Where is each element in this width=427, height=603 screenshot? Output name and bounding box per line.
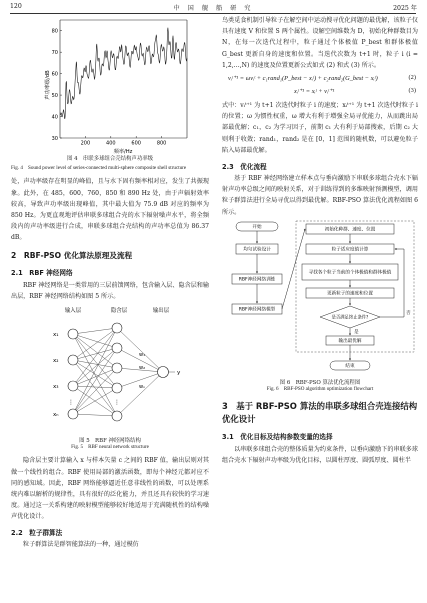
paragraph-resonance: 处，声功率级存在明显的峰值，且与水下固有频率相对应，发生了共振现象。此外，在 485，600，760，850 和 890 Hz 处，由于声辐射效率较高，导致声功率级出现峰值，其中最大值为 75.9 dB 对应的频率为 850 Hz。为更直观地评估串联多球组合壳的水下辐射噪声水平，将全频段内的声功率级进行合成，串联多球组合壳结构的声功率总值为 86.37 dB。 (11, 178, 209, 242)
section-2-2-heading: 2.2 粒子群算法 (11, 528, 63, 537)
update-box-label: 更新粒子的速度和位置 (327, 291, 373, 297)
input-x2: x₂ (53, 358, 59, 365)
hidden-node (112, 363, 122, 373)
sound-power-line (61, 28, 187, 119)
y-tick-label: 30 (51, 135, 58, 142)
x-ticks (81, 136, 167, 147)
y-ticks (52, 29, 62, 142)
input-xn: xₙ (53, 412, 59, 419)
equation-3-number: (3) (408, 87, 416, 95)
rbf-network-diagram (11, 304, 209, 436)
input-node (68, 355, 78, 365)
figure-4 (11, 15, 209, 154)
left-column (11, 15, 209, 550)
figure-4-caption-cn: 图 4 串联多球组合壳结构声功率级 (66, 156, 153, 162)
page-number: 120 (10, 3, 22, 10)
year: 2025 年 (393, 5, 417, 12)
find-extremum-box-label: 寻找各个粒子当前的个体极值和群体极值 (308, 270, 392, 276)
y-tick-label: 40 (51, 114, 58, 121)
equation-2 (222, 74, 418, 85)
equation-2-body: vᵢᵗ⁺¹ = ωvᵢᵗ + c₁rand₁(P_best − xᵢᵗ) + c₂rand₂(G_best − xᵢᵗ) (228, 75, 378, 83)
right-column (222, 15, 418, 467)
output-y: y (177, 370, 181, 377)
network-nodes (68, 323, 169, 421)
hidden-node (112, 411, 122, 421)
y-tick-label: 60 (51, 71, 58, 78)
rbf-model-box-label: RBF神经网络模型 (238, 307, 276, 313)
paragraph-pso-mechanism: 鸟类觅食机制引导粒子在解空间中运动搜寻优化问题的最优解，该粒子仅具有速度 V 和位置 S 两个属性。设解空间维数为 D，初始化种群数目为 N，在每一次迭代过程中，粒子通过个体极值 P_best 和群体极值 G_best 更新自身的速度和位置。当迭代次数为 t+1 时，粒子 i (i = 1,2,…,N) 的速度及位置更新公式如式 (2) 和式 (3) 所示。 (222, 17, 418, 69)
output-node (158, 367, 169, 378)
equation-3-body: xᵢᵗ⁺¹ = xᵢᵗ + vᵢᵗ⁺¹ (294, 88, 335, 96)
figure-6-caption-en: Fig. 6 RBF-PSO algorithm optimization flowchart (266, 385, 374, 392)
x-tick-label: 600 (131, 140, 141, 147)
header-rule (10, 13, 416, 14)
hidden-node (112, 343, 122, 353)
input-layer-label: 输入层 (64, 308, 82, 315)
figure-5-caption-en: Fig. 5 RBF neural network structure (71, 444, 149, 451)
y-tick-label: 80 (51, 28, 58, 35)
x-tick-label: 400 (106, 140, 116, 147)
output-layer-label: 输出层 (152, 308, 170, 315)
equation-3 (222, 87, 418, 98)
input-x1: x₁ (53, 332, 59, 339)
paragraph-variables: 式中：vᵢᵗ⁺¹ 为 t+1 次迭代时粒子 i 的速度；xᵢᵗ⁺¹ 为 t+1 次迭代时粒子 i 的位置；ω 为惯性权重，ω 增大有利于增强全局寻优能力，从而跳出局部最优解；c₁，c₂ 为学习因子，前期 c₁ 大有利于局部搜索，后期 c₂ 大则利于收敛；rand₁，rand₂ 是在 [0，1] 范围的随机数，可以避免粒子陷入局部最优解。 (222, 102, 418, 154)
sound-power-chart (11, 15, 209, 154)
journal-name: 中 国 舰 船 研 究 (173, 5, 254, 12)
yes-label: 是 (354, 329, 359, 335)
weight-wn: wₙ (139, 384, 146, 391)
end-box-label: 结束 (345, 364, 355, 370)
rbf-pso-flowchart (222, 220, 418, 378)
section-2-3-heading: 2.3 优化流程 (222, 163, 267, 172)
weight-w2: w₂ (139, 365, 146, 372)
x-tick-label: 200 (80, 140, 91, 147)
input-node (68, 409, 78, 419)
section-3-1-heading: 3.1 优化目标及结构参数变量的选择 (222, 433, 333, 442)
hidden-node (112, 383, 122, 393)
hidden-node (112, 323, 122, 333)
y-tick-label: 50 (51, 92, 58, 99)
hidden-ellipsis: ⋮ (114, 399, 120, 407)
x-axis-label: 频率/Hz (113, 149, 133, 154)
no-label: 否 (406, 310, 411, 316)
figure-5 (11, 304, 209, 436)
y-tick-label: 70 (51, 49, 58, 56)
figure-6-caption-cn: 图 6 RBF-PSO 算法优化流程图 (279, 379, 361, 386)
paragraph-rbf-hidden: 隐含层主要计算输入 x 与样本矢量 c 之间的 RBF 值，输出层则对其做一个线性的组合。RBF 使用局部的激活函数，即每个神经元都对应不同的感知域。因此，RBF 网络能够逼近任意非线性的函数，可以处理系统内难以解析的规律性，具有很好的泛化能力，并且还具有较快的学习速度。通过这一关系构建的映射模型能够较好地适用于充满随机性的结构噪声优化设计。 (11, 457, 209, 521)
start-box-label: 开始 (252, 225, 262, 231)
input-ellipsis: ⋮ (68, 399, 74, 407)
chart-axes (60, 20, 187, 138)
paragraph-objective: 以串联多球组合壳的整体质量为约束条件，以垂向激励下的串联多球组合壳水下辐射声功率级为优化目标，以圆柱厚度、圆弧厚度、圆柱半 (222, 446, 418, 465)
hidden-layer-label: 隐含层 (110, 308, 128, 315)
paragraph-rbf-intro: RBF 神经网络是一类常用的三层前馈网络，包含输入层、隐含层和输出层，RBF 神经网络结构如图 5 所示。 (11, 281, 209, 300)
termination-label: 是否满足终止条件? (331, 315, 369, 321)
figure-4-caption-en: Fig. 4 Sound power level of series-connected multi-sphere composite shell structure (11, 165, 187, 171)
weight-w1: w₁ (139, 352, 146, 359)
rbf-training-box-label: RBF神经网络训练 (238, 277, 276, 283)
uniform-design-box-label: 均匀试验设计 (243, 247, 271, 253)
input-node (68, 329, 78, 339)
input-x3: x₃ (53, 384, 59, 391)
equation-2-number: (2) (408, 74, 416, 82)
output-box-label: 输出最优解 (338, 339, 362, 345)
flowchart-boxes (232, 221, 414, 370)
figure-5-caption-cn: 图 5 RBF 神经网络结构 (79, 438, 141, 445)
section-2-1-heading: 2.1 RBF 神经网络 (11, 268, 73, 277)
paragraph-optimization-flow: 基于 RBF 神经网络建立样本点与垂向激励下串联多球组合壳水下辐射声功率总级之间的映射关系，对于训练得到的多维映射预测模型，调用粒子群算法进行全局寻优以得到最优解。RBF-PSO 算法优化流程如图 6 所示。 (222, 175, 418, 216)
section-2-heading: 2 RBF-PSO 优化算法原理及流程 (11, 250, 133, 260)
running-header (0, 3, 427, 13)
fitness-box-label: 粒子适应度值计算 (331, 247, 369, 253)
paragraph-pso-start: 粒子群算法是群智能算法的一种，通过模仿 (23, 540, 139, 548)
section-3-heading: 3 基于 RBF-PSO 算法的串联多球组合壳连接结构优化设计 (222, 401, 418, 424)
figure-6 (222, 220, 418, 378)
input-node (68, 381, 78, 391)
x-tick-label: 800 (156, 140, 167, 147)
y-axis-label: 声功率级/dB (45, 70, 51, 100)
init-swarm-box-label: 初始化种群、速度、位置 (324, 227, 376, 233)
